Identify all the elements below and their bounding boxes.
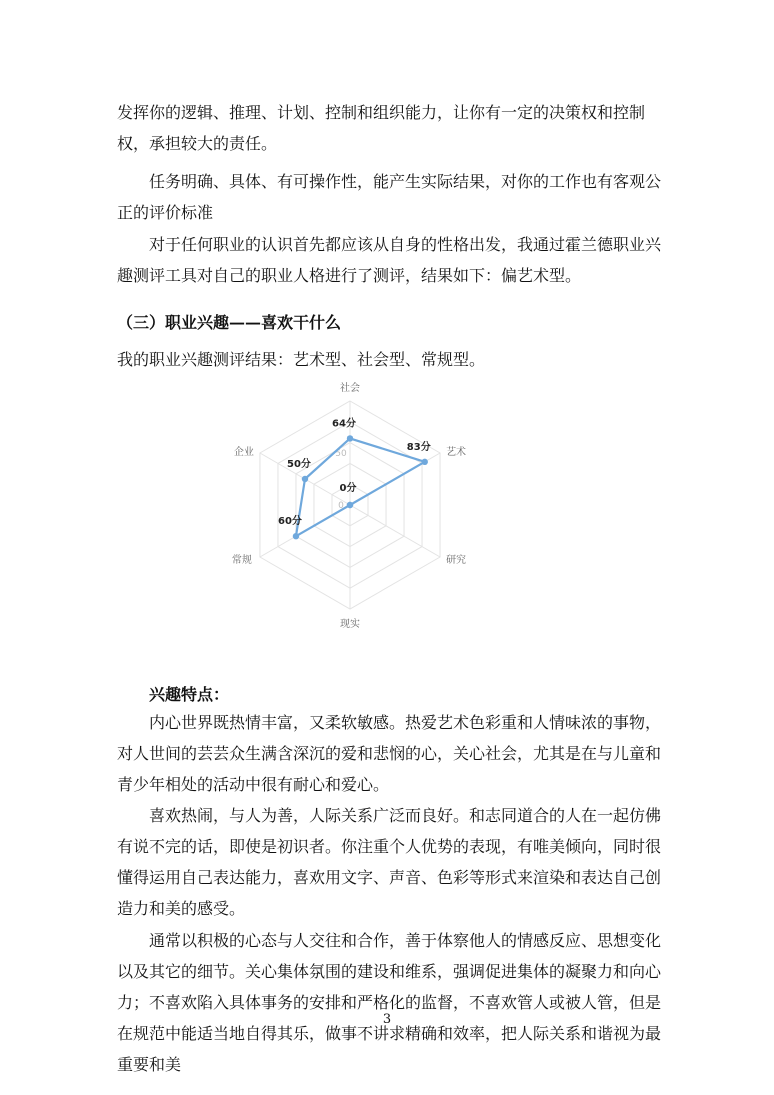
- paragraph-assessment: 对于任何职业的认识首先都应该从自身的性格出发，我通过霍兰德职业兴趣测评工具对自己的职业人格进行了测评，结果如下：偏艺术型。: [117, 235, 662, 285]
- value-label-5: 50分: [287, 459, 311, 470]
- paragraph-inner-world: 内心世界既热情丰富，又柔软敏感。热爱艺术色彩重和人情味浓的事物，对人世间的芸芸众生满含深沉的爱和悲悯的心，关心社会，尤其是在与儿童和青少年相处的活动中很有耐心和爱心。: [117, 713, 662, 794]
- axis-label-现实: 现实: [340, 619, 360, 630]
- axis-label-社会: 社会: [340, 383, 360, 394]
- value-label-4: 60分: [277, 516, 302, 528]
- interest-heading: 兴趣特点：: [149, 685, 230, 704]
- page-number: 3: [382, 1012, 392, 1027]
- section-heading: （三）职业兴趣——喜欢干什么: [117, 313, 342, 332]
- paragraph-task: 任务明确、具体、有可操作性，能产生实际结果，对你的工作也有客观公正的评价标准: [117, 172, 662, 222]
- series-point-社会: [347, 435, 353, 441]
- paragraph-cooperation: 通常以积极的心态与人交往和合作，善于体察他人的情感反应、思想变化以及其它的细节。关心集体氛围的建设和维系，强调促进集体的凝聚力和向心力；不喜欢陷入具体事务的安排和严格化的监督，不喜欢管人或被人管，但是在规范中能适当地自得其乐，做事不讲求精确和效率，把人际关系和谐视为最重要和美: [117, 931, 662, 1074]
- radar-chart: [222, 380, 512, 630]
- axis-label-常规: 常规: [231, 555, 252, 566]
- result-line: 我的职业兴趣测评结果：艺术型、社会型、常规型。: [117, 350, 486, 369]
- paragraph-social: 喜欢热闹，与人为善，人际关系广泛而良好。和志同道合的人在一起仿佛有说不完的话，即使是初识者。你注重个人优势的表现，有唯美倾向，同时很懂得运用自己表达能力，喜欢用文字、声音、色彩等形式来渲染和表达自己创造力和美的感受。: [117, 806, 662, 918]
- axis-line-3: [350, 505, 440, 557]
- axis-label-企业: 企业: [233, 447, 254, 458]
- series-point-艺术: [422, 459, 428, 465]
- value-label-1: 64分: [332, 418, 356, 430]
- value-label-3: 0分: [339, 483, 357, 494]
- tick-label-1: 0: [338, 501, 344, 511]
- series-point-现实: [347, 502, 353, 508]
- series-point-常规: [293, 533, 299, 539]
- axis-label-艺术: 艺术: [446, 447, 467, 458]
- axis-label-研究: 研究: [446, 555, 467, 566]
- value-label-2: 83分: [406, 441, 431, 453]
- paragraph-decision: 发挥你的逻辑、推理、计划、控制和组织能力，让你有一定的决策权和控制权，承担较大的责任。: [117, 103, 646, 153]
- tick-label-2: 50: [335, 449, 347, 459]
- series-point-企业: [302, 476, 308, 482]
- series-line: [296, 438, 425, 536]
